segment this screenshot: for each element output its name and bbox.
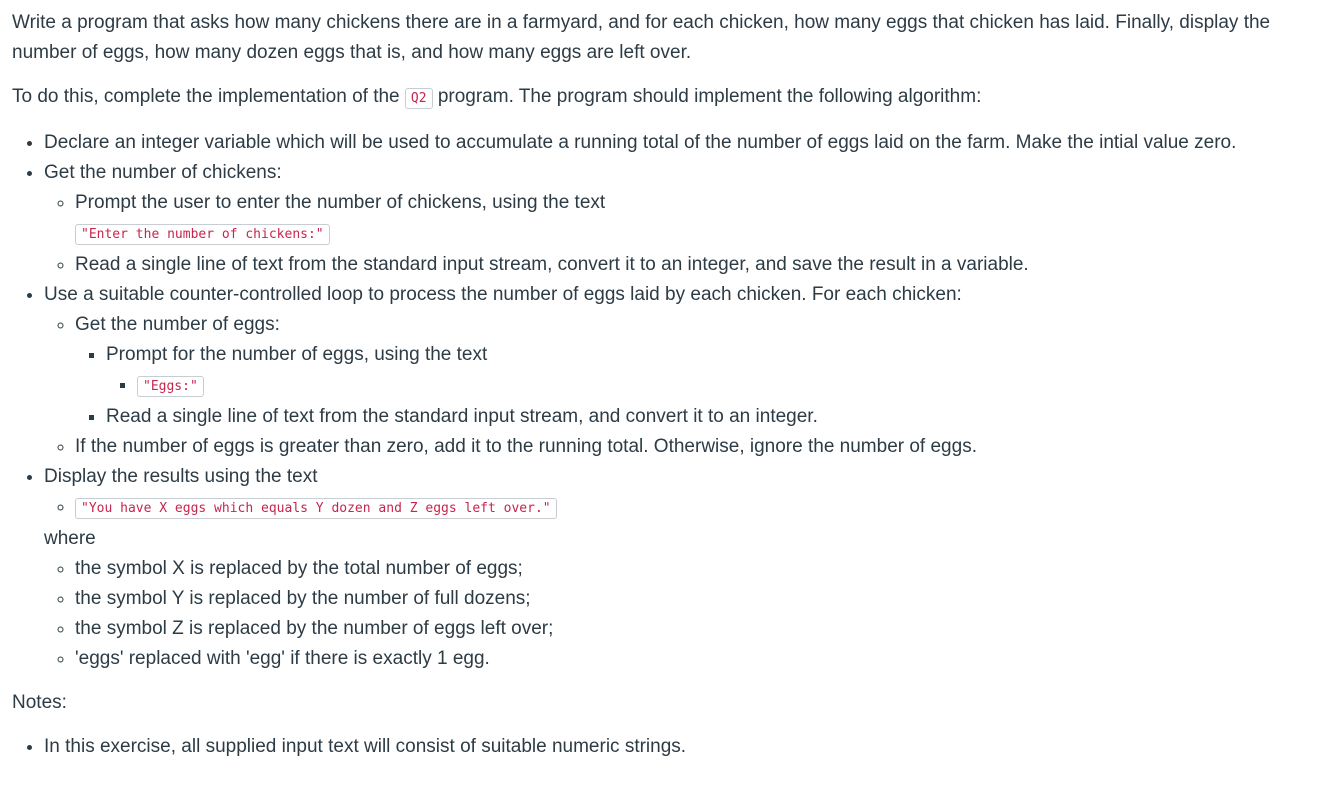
- step-add-eggs: ◦ If the number of eggs is greater than zero, add it to the running total. Otherwise, ignore the number of eggs.: [75, 432, 1316, 462]
- prompt-eggs-code: "Eggs:": [137, 376, 204, 397]
- get-chickens-sublist: [44, 188, 1316, 280]
- program-name-code: Q2: [405, 88, 433, 109]
- get-eggs-sublist: [75, 340, 1316, 432]
- step-declare: • Declare an integer variable which will be used to accumulate a running total of the number of eggs laid on the farm. Make the intial value zero.: [44, 128, 1316, 158]
- step-loop-label: Use a suitable counter-controlled loop to process the number of eggs laid by each chicken. For each chicken:: [44, 284, 962, 305]
- step-display-label: Display the results using the text: [44, 466, 318, 487]
- symbol-z-item: ◦ the symbol Z is replaced by the number of eggs left over;: [75, 614, 1316, 644]
- step-get-eggs: [75, 310, 1316, 432]
- intro-paragraph: Write a program that asks how many chickens there are in a farmyard, and for each chicken, how many eggs that chicken has laid. Finally, display the number of eggs, how many dozen eggs that is, and how many eggs are left over.: [12, 12, 1271, 63]
- step-display: [44, 462, 1316, 674]
- step-prompt-chickens-label: Prompt the user to enter the number of chickens, using the text: [75, 192, 606, 213]
- where-text: where: [44, 528, 96, 549]
- step-get-chickens-label: Get the number of chickens:: [44, 162, 282, 183]
- display-code: "You have X eggs which equals Y dozen and Z eggs left over.": [75, 498, 557, 519]
- task-text-before: To do this, complete the implementation of the: [12, 86, 405, 107]
- display-sublist: [44, 492, 1316, 524]
- task-text-after: program. The program should implement the following algorithm:: [432, 86, 982, 107]
- notes-list: [12, 732, 1316, 762]
- step-get-chickens: [44, 158, 1316, 280]
- step-prompt-eggs: [106, 340, 1316, 402]
- loop-sublist: [44, 310, 1316, 462]
- symbol-y-item: ◦ the symbol Y is replaced by the number of full dozens;: [75, 584, 1316, 614]
- prompt-chickens-code: "Enter the number of chickens:": [75, 224, 330, 245]
- step-read-chickens: ◦ Read a single line of text from the standard input stream, convert it to an integer, and save the result in a variable.: [75, 250, 1316, 280]
- note-item: • In this exercise, all supplied input text will consist of suitable numeric strings.: [44, 732, 1316, 762]
- step-prompt-chickens: [75, 188, 1316, 250]
- algorithm-list: [12, 128, 1316, 674]
- notes-heading: Notes:: [12, 692, 67, 713]
- step-read-eggs: ▪ Read a single line of text from the standard input stream, and convert it to an integer.: [106, 402, 1316, 432]
- symbol-x-item: ◦ the symbol X is replaced by the total number of eggs;: [75, 554, 1316, 584]
- singular-egg-item: ◦ 'eggs' replaced with 'egg' if there is exactly 1 egg.: [75, 644, 1316, 674]
- where-sublist: [44, 554, 1316, 674]
- step-get-eggs-label: Get the number of eggs:: [75, 314, 280, 335]
- display-code-item: [75, 492, 1316, 524]
- step-loop: [44, 280, 1316, 462]
- prompt-eggs-code-item: [137, 370, 1316, 402]
- prompt-eggs-sublist: [106, 370, 1316, 402]
- task-paragraph: [12, 82, 1316, 114]
- step-prompt-eggs-label: Prompt for the number of eggs, using the text: [106, 344, 488, 365]
